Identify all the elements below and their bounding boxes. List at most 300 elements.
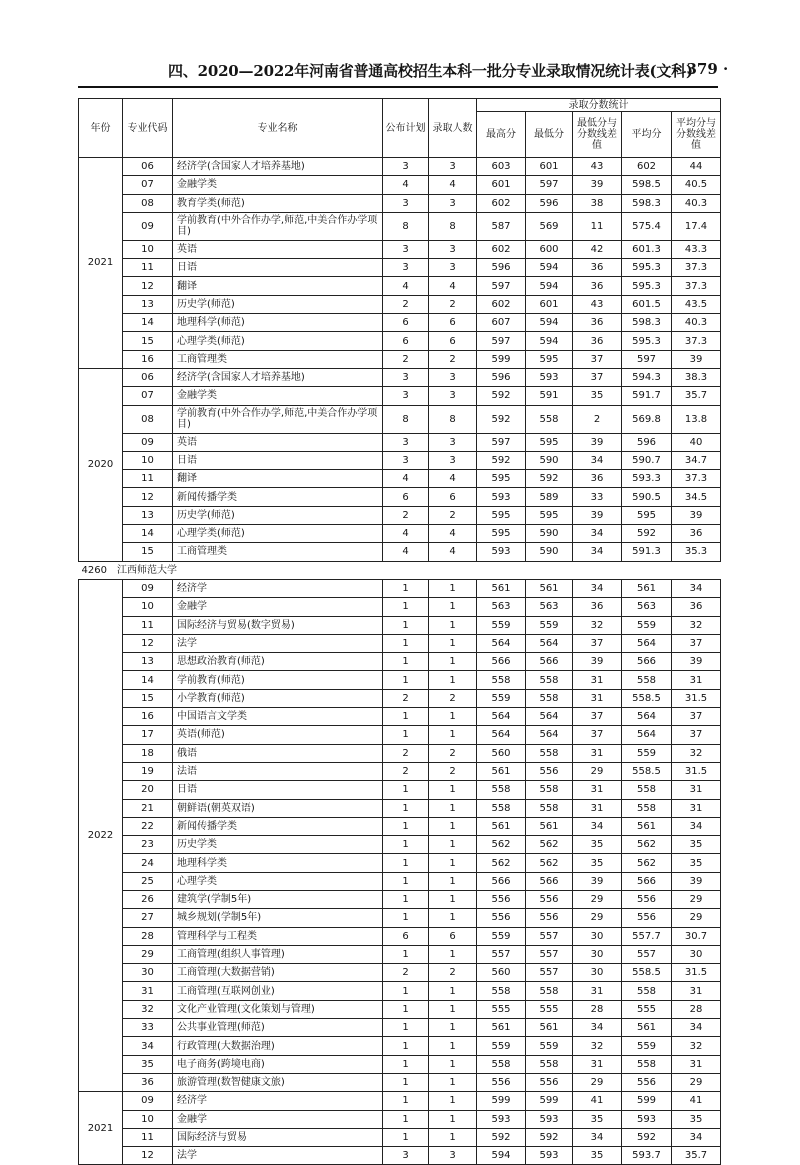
cell-min-diff: 39: [573, 176, 622, 194]
cell-avg-diff: 31: [672, 781, 721, 799]
table-row: [79, 158, 721, 176]
cell-name: 翻译: [173, 277, 383, 295]
cell-avg-diff: 35.7: [672, 1147, 721, 1165]
cell-code: 12: [123, 1147, 173, 1165]
cell-min: 558: [526, 1055, 573, 1073]
cell-code: 06: [123, 158, 173, 176]
cell-plan: 1: [383, 634, 429, 652]
cell-min-diff: 36: [573, 314, 622, 332]
cell-avg-diff: 39: [672, 653, 721, 671]
header-min: 最低分: [526, 112, 573, 158]
cell-max: 592: [477, 451, 526, 469]
cell-max: 595: [477, 525, 526, 543]
cell-admitted: 4: [429, 470, 477, 488]
table-row: [79, 240, 721, 258]
table-row: [79, 708, 721, 726]
table-row: [79, 1147, 721, 1165]
cell-plan: 1: [383, 708, 429, 726]
cell-admitted: 3: [429, 240, 477, 258]
cell-admitted: 3: [429, 259, 477, 277]
cell-min: 590: [526, 543, 573, 561]
cell-code: 23: [123, 836, 173, 854]
cell-min: 564: [526, 634, 573, 652]
cell-name: 行政管理(大数据治理): [173, 1037, 383, 1055]
cell-max: 596: [477, 259, 526, 277]
cell-name: 学前教育(中外合作办学,师范,中美合作办学项目): [173, 212, 383, 240]
cell-avg-diff: 35: [672, 836, 721, 854]
cell-max: 597: [477, 332, 526, 350]
cell-avg-diff: 36: [672, 525, 721, 543]
cell-min: 555: [526, 1000, 573, 1018]
cell-min: 559: [526, 616, 573, 634]
cell-min-diff: 35: [573, 1110, 622, 1128]
cell-min-diff: 31: [573, 781, 622, 799]
cell-plan: 1: [383, 1037, 429, 1055]
cell-plan: 1: [383, 1055, 429, 1073]
table-row: [79, 872, 721, 890]
cell-plan: 6: [383, 314, 429, 332]
cell-avg-diff: 34: [672, 817, 721, 835]
cell-admitted: 1: [429, 1073, 477, 1091]
cell-code: 08: [123, 405, 173, 433]
cell-name: 经济学(含国家人才培养基地): [173, 368, 383, 386]
table-row: [79, 945, 721, 963]
cell-min-diff: 31: [573, 671, 622, 689]
cell-min: 561: [526, 579, 573, 597]
cell-code: 06: [123, 368, 173, 386]
cell-name: 教育学类(师范): [173, 194, 383, 212]
cell-code: 12: [123, 488, 173, 506]
header-code: 专业代码: [123, 99, 173, 158]
cell-plan: 1: [383, 1110, 429, 1128]
cell-min: 595: [526, 350, 573, 368]
cell-avg-diff: 43.3: [672, 240, 721, 258]
cell-avg-diff: 34.5: [672, 488, 721, 506]
cell-min: 595: [526, 433, 573, 451]
cell-max: 594: [477, 1147, 526, 1165]
cell-avg-diff: 32: [672, 744, 721, 762]
table-row: [79, 616, 721, 634]
page-title: 四、2020—2022年河南省普通高校招生本科一批分专业录取情况统计表(文科): [168, 62, 693, 80]
cell-avg: 558: [622, 799, 672, 817]
cell-plan: 1: [383, 1073, 429, 1091]
cell-admitted: 6: [429, 927, 477, 945]
cell-name: 朝鲜语(朝英双语): [173, 799, 383, 817]
table-row: [79, 689, 721, 707]
cell-name: 公共事业管理(师范): [173, 1019, 383, 1037]
cell-plan: 8: [383, 212, 429, 240]
cell-max: 597: [477, 433, 526, 451]
cell-code: 27: [123, 909, 173, 927]
cell-avg-diff: 34: [672, 1019, 721, 1037]
cell-avg-diff: 31: [672, 982, 721, 1000]
table-row: [79, 634, 721, 652]
cell-avg-diff: 40.5: [672, 176, 721, 194]
cell-code: 35: [123, 1055, 173, 1073]
cell-code: 13: [123, 653, 173, 671]
table-row: [79, 1092, 721, 1110]
cell-min-diff: 43: [573, 295, 622, 313]
cell-min: 601: [526, 295, 573, 313]
cell-min: 558: [526, 671, 573, 689]
cell-min: 595: [526, 506, 573, 524]
cell-max: 563: [477, 598, 526, 616]
cell-min-diff: 33: [573, 488, 622, 506]
cell-admitted: 1: [429, 945, 477, 963]
cell-admitted: 4: [429, 176, 477, 194]
cell-name: 经济学: [173, 579, 383, 597]
cell-max: 592: [477, 1128, 526, 1146]
cell-avg: 561: [622, 1019, 672, 1037]
table-row: [79, 598, 721, 616]
table-row: [79, 368, 721, 386]
cell-min: 589: [526, 488, 573, 506]
header-min-diff: 最低分与分数线差值: [573, 112, 622, 158]
cell-min-diff: 28: [573, 1000, 622, 1018]
cell-avg-diff: 35.3: [672, 543, 721, 561]
cell-min-diff: 35: [573, 836, 622, 854]
cell-admitted: 1: [429, 854, 477, 872]
cell-name: 建筑学(学制5年): [173, 890, 383, 908]
cell-code: 07: [123, 176, 173, 194]
cell-name: 金融学类: [173, 176, 383, 194]
cell-code: 13: [123, 295, 173, 313]
cell-min: 569: [526, 212, 573, 240]
cell-avg: 590.5: [622, 488, 672, 506]
table-row: [79, 387, 721, 405]
cell-min: 556: [526, 890, 573, 908]
cell-min: 594: [526, 332, 573, 350]
cell-max: 596: [477, 368, 526, 386]
cell-plan: 2: [383, 964, 429, 982]
cell-code: 17: [123, 726, 173, 744]
cell-avg-diff: 40.3: [672, 314, 721, 332]
cell-name: 心理学类(师范): [173, 525, 383, 543]
cell-name: 工商管理(互联网创业): [173, 982, 383, 1000]
cell-admitted: 2: [429, 762, 477, 780]
cell-max: 555: [477, 1000, 526, 1018]
cell-admitted: 2: [429, 964, 477, 982]
cell-code: 18: [123, 744, 173, 762]
cell-admitted: 1: [429, 817, 477, 835]
cell-plan: 1: [383, 1000, 429, 1018]
cell-avg-diff: 29: [672, 1073, 721, 1091]
cell-name: 心理学类: [173, 872, 383, 890]
cell-admitted: 1: [429, 616, 477, 634]
cell-max: 559: [477, 927, 526, 945]
cell-min: 592: [526, 1128, 573, 1146]
cell-avg: 561: [622, 817, 672, 835]
cell-name: 英语(师范): [173, 726, 383, 744]
cell-max: 559: [477, 616, 526, 634]
table-row: [79, 1073, 721, 1091]
cell-code: 09: [123, 1092, 173, 1110]
cell-plan: 2: [383, 689, 429, 707]
cell-plan: 2: [383, 762, 429, 780]
cell-avg-diff: 13.8: [672, 405, 721, 433]
year-cell: 2022: [79, 579, 123, 1091]
table-row: [79, 433, 721, 451]
cell-code: 08: [123, 194, 173, 212]
cell-min: 593: [526, 1147, 573, 1165]
cell-max: 562: [477, 836, 526, 854]
cell-admitted: 2: [429, 295, 477, 313]
cell-avg: 575.4: [622, 212, 672, 240]
cell-min-diff: 29: [573, 1073, 622, 1091]
cell-name: 日语: [173, 451, 383, 469]
cell-max: 599: [477, 350, 526, 368]
cell-avg-diff: 41: [672, 1092, 721, 1110]
header-score-group: 录取分数统计: [477, 99, 721, 112]
cell-admitted: 4: [429, 277, 477, 295]
cell-code: 13: [123, 506, 173, 524]
cell-avg-diff: 35: [672, 854, 721, 872]
cell-min: 559: [526, 1037, 573, 1055]
cell-name: 国际经济与贸易: [173, 1128, 383, 1146]
cell-name: 英语: [173, 433, 383, 451]
table-row: [79, 506, 721, 524]
table-row: [79, 1128, 721, 1146]
cell-max: 602: [477, 240, 526, 258]
cell-avg: 598.3: [622, 194, 672, 212]
cell-avg-diff: 31: [672, 1055, 721, 1073]
cell-avg-diff: 37: [672, 726, 721, 744]
cell-avg: 558: [622, 982, 672, 1000]
cell-name: 俄语: [173, 744, 383, 762]
cell-min: 561: [526, 1019, 573, 1037]
cell-avg: 595.3: [622, 332, 672, 350]
cell-avg-diff: 17.4: [672, 212, 721, 240]
cell-plan: 1: [383, 890, 429, 908]
cell-min: 556: [526, 1073, 573, 1091]
cell-plan: 1: [383, 1092, 429, 1110]
cell-name: 金融学: [173, 598, 383, 616]
cell-plan: 2: [383, 295, 429, 313]
cell-max: 558: [477, 1055, 526, 1073]
cell-plan: 1: [383, 982, 429, 1000]
cell-admitted: 2: [429, 744, 477, 762]
cell-code: 24: [123, 854, 173, 872]
cell-avg-diff: 28: [672, 1000, 721, 1018]
table-row: [79, 277, 721, 295]
cell-code: 10: [123, 1110, 173, 1128]
cell-avg: 594.3: [622, 368, 672, 386]
cell-min-diff: 39: [573, 872, 622, 890]
cell-avg: 591.3: [622, 543, 672, 561]
cell-admitted: 3: [429, 194, 477, 212]
cell-avg: 599: [622, 1092, 672, 1110]
header-admitted: 录取人数: [429, 99, 477, 158]
cell-code: 34: [123, 1037, 173, 1055]
cell-max: 587: [477, 212, 526, 240]
cell-avg: 558.5: [622, 964, 672, 982]
cell-plan: 3: [383, 368, 429, 386]
cell-avg: 566: [622, 872, 672, 890]
cell-plan: 2: [383, 506, 429, 524]
cell-min: 562: [526, 854, 573, 872]
cell-min: 561: [526, 817, 573, 835]
table-row: [79, 653, 721, 671]
cell-plan: 1: [383, 872, 429, 890]
cell-min: 562: [526, 836, 573, 854]
year-cell: 2021: [79, 1092, 123, 1165]
cell-min-diff: 34: [573, 543, 622, 561]
cell-min: 566: [526, 872, 573, 890]
cell-min-diff: 43: [573, 158, 622, 176]
table-row: [79, 964, 721, 982]
cell-name: 经济学: [173, 1092, 383, 1110]
cell-min: 594: [526, 277, 573, 295]
cell-min-diff: 37: [573, 708, 622, 726]
cell-min: 590: [526, 525, 573, 543]
cell-max: 602: [477, 295, 526, 313]
table-row: [79, 982, 721, 1000]
cell-min: 557: [526, 927, 573, 945]
cell-min-diff: 35: [573, 854, 622, 872]
cell-admitted: 6: [429, 488, 477, 506]
cell-code: 11: [123, 470, 173, 488]
cell-admitted: 2: [429, 506, 477, 524]
cell-admitted: 4: [429, 525, 477, 543]
cell-avg-diff: 35.7: [672, 387, 721, 405]
table-row: [79, 350, 721, 368]
cell-min-diff: 35: [573, 387, 622, 405]
cell-avg: 595: [622, 506, 672, 524]
cell-min: 592: [526, 470, 573, 488]
cell-code: 28: [123, 927, 173, 945]
cell-name: 日语: [173, 781, 383, 799]
cell-max: 558: [477, 671, 526, 689]
cell-max: 559: [477, 689, 526, 707]
cell-avg: 592: [622, 525, 672, 543]
cell-name: 法学: [173, 1147, 383, 1165]
cell-plan: 4: [383, 176, 429, 194]
cell-name: 小学教育(师范): [173, 689, 383, 707]
cell-plan: 2: [383, 350, 429, 368]
cell-code: 16: [123, 350, 173, 368]
cell-min-diff: 29: [573, 890, 622, 908]
cell-avg-diff: 39: [672, 506, 721, 524]
cell-min: 558: [526, 405, 573, 433]
cell-avg: 598.3: [622, 314, 672, 332]
table-row: [79, 762, 721, 780]
table-row: [79, 543, 721, 561]
cell-name: 学前教育(中外合作办学,师范,中美合作办学项目): [173, 405, 383, 433]
cell-avg-diff: 39: [672, 350, 721, 368]
cell-min: 556: [526, 762, 573, 780]
cell-avg-diff: 40: [672, 433, 721, 451]
cell-max: 603: [477, 158, 526, 176]
header-year: 年份: [79, 99, 123, 158]
cell-name: 地理科学(师范): [173, 314, 383, 332]
cell-plan: 1: [383, 781, 429, 799]
cell-name: 翻译: [173, 470, 383, 488]
cell-min: 593: [526, 368, 573, 386]
cell-avg: 564: [622, 726, 672, 744]
cell-admitted: 1: [429, 1055, 477, 1073]
cell-max: 557: [477, 945, 526, 963]
cell-plan: 4: [383, 277, 429, 295]
cell-code: 12: [123, 277, 173, 295]
cell-code: 30: [123, 964, 173, 982]
cell-min: 594: [526, 314, 573, 332]
cell-min-diff: 37: [573, 726, 622, 744]
cell-plan: 4: [383, 543, 429, 561]
cell-plan: 3: [383, 433, 429, 451]
cell-admitted: 2: [429, 350, 477, 368]
cell-avg: 598.5: [622, 176, 672, 194]
cell-admitted: 1: [429, 598, 477, 616]
cell-max: 592: [477, 387, 526, 405]
table-header: [79, 99, 721, 158]
cell-max: 595: [477, 470, 526, 488]
cell-avg: 590.7: [622, 451, 672, 469]
cell-name: 日语: [173, 259, 383, 277]
cell-max: 562: [477, 854, 526, 872]
year-cell: 2021: [79, 158, 123, 369]
cell-avg-diff: 34: [672, 1128, 721, 1146]
cell-min: 591: [526, 387, 573, 405]
cell-code: 11: [123, 616, 173, 634]
cell-admitted: 3: [429, 368, 477, 386]
cell-avg-diff: 31: [672, 671, 721, 689]
cell-name: 文化产业管理(文化策划与管理): [173, 1000, 383, 1018]
cell-min: 558: [526, 689, 573, 707]
cell-name: 历史学类: [173, 836, 383, 854]
cell-max: 601: [477, 176, 526, 194]
cell-name: 金融学类: [173, 387, 383, 405]
cell-min-diff: 31: [573, 1055, 622, 1073]
cell-max: 593: [477, 488, 526, 506]
cell-avg: 559: [622, 744, 672, 762]
table-row: [79, 744, 721, 762]
cell-name: 工商管理(组织人事管理): [173, 945, 383, 963]
cell-max: 560: [477, 744, 526, 762]
cell-avg-diff: 37.3: [672, 277, 721, 295]
cell-avg: 569.8: [622, 405, 672, 433]
cell-min: 558: [526, 781, 573, 799]
cell-avg: 595.3: [622, 259, 672, 277]
cell-avg-diff: 31.5: [672, 964, 721, 982]
cell-admitted: 1: [429, 890, 477, 908]
cell-avg-diff: 32: [672, 1037, 721, 1055]
cell-name: 地理科学类: [173, 854, 383, 872]
cell-min: 557: [526, 964, 573, 982]
school-name: 4260 江西师范大学: [79, 561, 721, 579]
cell-name: 管理科学与工程类: [173, 927, 383, 945]
cell-max: 566: [477, 872, 526, 890]
cell-admitted: 8: [429, 405, 477, 433]
cell-max: 558: [477, 799, 526, 817]
cell-max: 564: [477, 708, 526, 726]
cell-min-diff: 29: [573, 909, 622, 927]
cell-name: 法语: [173, 762, 383, 780]
cell-code: 14: [123, 525, 173, 543]
cell-avg-diff: 29: [672, 909, 721, 927]
cell-admitted: 3: [429, 451, 477, 469]
table-row: [79, 314, 721, 332]
cell-min: 593: [526, 1110, 573, 1128]
cell-avg-diff: 40.3: [672, 194, 721, 212]
cell-admitted: 3: [429, 158, 477, 176]
cell-admitted: 4: [429, 543, 477, 561]
cell-code: 31: [123, 982, 173, 1000]
table-row: [79, 836, 721, 854]
cell-plan: 4: [383, 525, 429, 543]
cell-max: 560: [477, 964, 526, 982]
cell-min: 558: [526, 982, 573, 1000]
cell-name: 历史学(师范): [173, 506, 383, 524]
